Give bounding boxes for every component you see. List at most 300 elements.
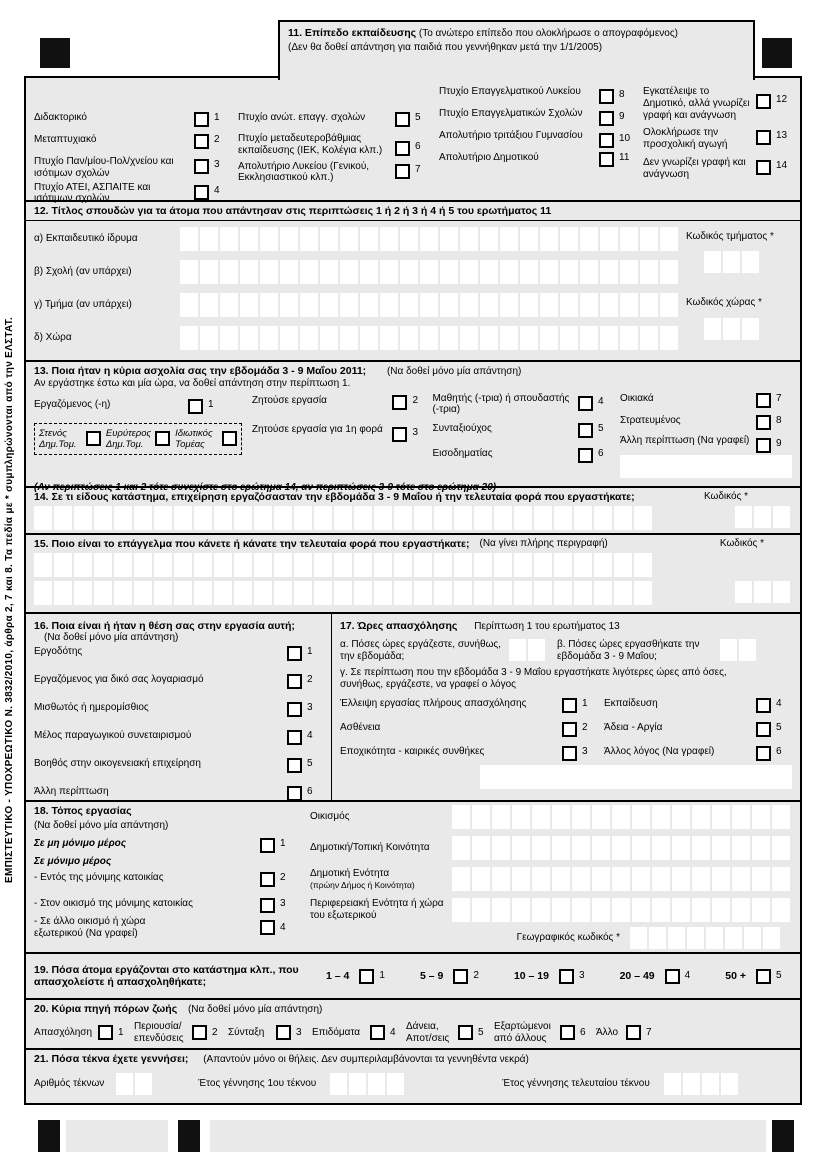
option-number: 1 [379,970,385,982]
q20-option-5 [406,1021,494,1045]
option-number: 2 [212,1026,218,1038]
checkbox[interactable] [599,152,614,167]
q21-last-child-year-boxes[interactable] [664,1073,740,1095]
option-number: 6 [776,745,782,757]
option-label: 20 – 49 [619,969,655,982]
option-label: Ζητούσε εργασία [251,394,327,406]
q17-title: 17. Ώρες απασχόλησης [340,620,458,632]
option-label: Μεταπτυχιακό [34,134,97,145]
q15-title-note: (Να γίνει πλήρης περιγραφή) [479,538,608,549]
bottom-grey-strip-right [210,1120,766,1152]
option-label: Πτυχίο Παν/μίου-Πολ/χνείου και ισότιμων σχολών [34,156,174,179]
checkbox[interactable] [86,431,101,446]
option-label: Περιουσία/ επενδύσεις [134,1020,184,1044]
option-number: 4 [598,395,604,407]
option-number: 5 [598,423,604,435]
option-label: Επιδόματα [312,1026,361,1038]
checkbox[interactable] [287,646,302,661]
option-label: Άλλος λόγος (Να γραφεί) [604,745,715,757]
checkbox[interactable] [370,1025,385,1040]
checkbox[interactable] [756,438,771,453]
option-label: - Εντός της μόνιμης κατοικίας [34,871,164,883]
option-number: 4 [390,1026,396,1038]
option-number: 4 [214,184,220,196]
q11-option-7 [238,161,431,185]
option-number: 3 [280,897,286,909]
option-label: Άδεια - Αργία [604,721,663,733]
section-18-place-of-work [26,800,800,952]
section-16-job-status [26,614,332,800]
section-13-main-occupation [26,360,800,493]
q19-option-1 [326,969,395,984]
checkbox[interactable] [395,141,410,156]
q13-option-2 [252,395,429,410]
option-number: 4 [307,730,313,742]
q11-option-8 [439,86,635,104]
q17-question-c: γ. Σε περίπτωση που την εβδομάδα 3 - 9 Μαΐου εργαστήκατε λιγότερες ώρες από όσες, συνήθως, εργάζεστε, να γραφεί ο λόγος [340,667,727,691]
q21-title: 21. Πόσα τέκνα έχετε γεννήσει; [34,1053,189,1065]
checkbox[interactable] [194,112,209,127]
checkbox[interactable] [756,160,771,175]
option-number: 13 [776,130,788,142]
q14-answer-input-boxes[interactable] [34,506,654,530]
option-label: Οικιακά [620,392,654,404]
q17-option-4 [598,698,792,713]
q20-option-7 [596,1025,662,1040]
q11-option-12 [643,86,792,121]
q11-title-note: (Το ανώτερο επίπεδο που ολοκλήρωσε ο απογραφόμενος) [418,28,678,39]
checkbox[interactable] [756,969,771,984]
option-number: 3 [578,970,585,982]
section-17-working-hours [332,614,800,800]
checkbox[interactable] [599,133,614,148]
q11-option-9 [439,108,635,126]
q12-row-label: β) Σχολή (αν υπάρχει) [34,266,132,278]
q20-title-note: (Να δοθεί μόνο μία απάντηση) [187,1004,323,1015]
option-label: Ζητούσε εργασία για 1η φορά [251,423,383,435]
q20-option-1 [34,1025,134,1040]
option-number: 2 [582,721,588,733]
q17-option-2 [340,722,598,737]
checkbox[interactable] [626,1025,641,1040]
checkbox[interactable] [756,393,771,408]
option-label: Μισθωτός ή ημερομίσθιος [34,702,149,714]
option-label: Εκπαίδευση [604,697,658,709]
q18-option-2 [34,872,296,887]
option-label: 1 – 4 [326,969,350,982]
option-label: Απασχόληση [34,1026,93,1038]
option-label: Ολοκλήρωσε την προσχολική αγωγή [643,127,728,151]
q16-option-4 [34,730,323,745]
option-label: Ιδιωτικός Τομέας [175,427,213,450]
q12-title: 12. Τίτλος σπουδών για τα άτομα που απάντησαν στις περιπτώσεις 1 ή 2 ή 3 ή 4 ή 5 του ερωτήματος 11 [26,202,800,221]
checkbox[interactable] [194,159,209,174]
q17-option-5 [598,722,792,737]
option-number: 3 [296,1026,302,1038]
checkbox[interactable] [359,969,374,984]
option-number: 8 [776,414,782,426]
q16-option-1 [34,646,323,661]
q18-geo-code-boxes[interactable] [630,927,782,949]
section-19-establishment-size [26,952,800,998]
option-number: 3 [307,702,313,714]
q13-option-1 [34,399,224,414]
checkbox[interactable] [192,1025,207,1040]
checkbox[interactable] [194,134,209,149]
option-number: 1 [214,112,220,123]
option-label: Απολυτήριο τριτάξιου Γυμνασίου [439,130,583,141]
q16-option-3 [34,702,323,717]
q21-first-child-year-label: Έτος γέννησης 1ου τέκνου [198,1077,317,1089]
checkbox[interactable] [287,786,302,801]
q13-option-4 [432,393,614,417]
q13-routing-note: (Αν περιπτώσεις 1 και 2 τότε συνεχίστε στο ερώτημα 14, αν περιπτώσεις 3-9 τότε στο ερώτημα 20) [34,481,497,493]
q19-option-2 [420,969,489,984]
q12-row-label: α) Εκπαιδευτικό ίδρυμα [34,233,138,245]
q18-field-label-regional-unit: Περιφερειακή Ενότητα ή χώρα του εξωτερικού [310,898,444,921]
q19-option-5 [725,969,792,984]
checkbox[interactable] [756,746,771,761]
q17-question-b: β. Πόσες ώρες εργασθήκατε την εβδομάδα 3 - 9 Μαΐου; [557,638,700,662]
option-label: Εργοδότης [34,646,83,658]
option-label: Ευρύτερος Δημ.Τομ. [105,427,152,450]
q15-code-boxes[interactable] [735,581,792,605]
q12-country-code-boxes[interactable] [704,318,792,340]
option-number: 1 [118,1026,124,1038]
section-11-education-level [26,78,800,205]
option-label: - Στον οικισμό της μόνιμης κατοικίας [34,897,193,909]
option-number: 12 [776,94,788,105]
q12-row-label: γ) Τμήμα (αν υπάρχει) [34,299,132,311]
option-number: 6 [580,1026,586,1038]
q20-option-3 [228,1025,312,1040]
q13-sector-narrow-public [39,428,101,450]
checkbox[interactable] [559,969,574,984]
option-number: 4 [684,970,691,982]
checkbox[interactable] [98,1025,113,1040]
option-number: 2 [307,674,313,686]
q14-title: 14. Σε τι είδους κατάστημα, επιχείρηση εργαζόσασταν την εβδομάδα 3 - 9 Μαΐου ή την τελευταία φορά που εργαστήκατε; [34,491,635,503]
checkbox[interactable] [756,722,771,737]
option-number: 5 [775,970,782,982]
checkbox[interactable] [665,969,680,984]
section-14-establishment-type [26,486,800,533]
q11-option-10 [439,130,635,148]
option-label: Πτυχίο ανώτ. επαγγ. σχολών [238,112,366,123]
q11-option-14 [643,157,792,181]
q13-other-writein-box[interactable] [620,455,792,478]
option-number: 11 [619,152,630,163]
q18-option-3 [34,898,296,913]
option-number: 7 [415,163,421,175]
q13-sector-wider-public [101,428,170,450]
q17-question-a: α. Πόσες ώρες εργάζεστε, συνήθως, την εβδομάδα; [340,638,502,662]
q18-field-label-municipal-unit: Δημοτική Ενότητα [310,868,390,880]
option-label: Σε μη μόνιμο μέρος [34,838,127,850]
option-label: Εισοδηματίας [432,448,493,460]
q11-option-6 [238,133,431,157]
section-15-occupation [26,533,800,612]
q14-code-boxes[interactable] [735,506,792,530]
q18-option-1 [34,838,296,853]
q12-dept-code-label: Κωδικός τμήματος * [686,231,774,243]
q21-first-child-year-boxes[interactable] [330,1073,406,1095]
q13-option-9 [620,435,792,453]
q12-row-label: δ) Χώρα [34,332,72,344]
option-number: 1 [582,697,588,709]
registration-mark-bottom-mid [178,1120,200,1152]
q19-option-3 [514,969,595,984]
q18-regional-unit-input-boxes[interactable] [452,898,792,922]
option-label: Εξαρτώμενοι από άλλους [494,1020,551,1044]
option-label: Ασθένεια [340,721,381,733]
q13-option-7 [620,393,792,408]
option-label: Εργαζόμενος για δικό σας λογαριασμό [34,674,204,686]
q12-school-input-boxes[interactable] [180,260,680,284]
option-label: Εγκατέλειψε το Δημοτικό, αλλά γνωρίζει γραφή και ανάγνωση [643,86,750,121]
option-label: Στενός Δημ.Τομ. [39,427,77,450]
checkbox[interactable] [287,702,302,717]
checkbox[interactable] [578,396,593,411]
q17-option-6 [598,746,792,761]
q18-field-sublabel-municipal-unit: (πρώην Δήμος ή Κοινότητα) [310,879,415,890]
checkbox[interactable] [392,395,407,410]
checkbox[interactable] [560,1025,575,1040]
census-form-body [24,76,802,1105]
option-label: Βοηθός στην οικογενειακή επιχείρηση [34,758,201,770]
checkbox[interactable] [578,423,593,438]
option-label: Μέλος παραγωγικού συνεταιρισμού [34,730,192,742]
q18-group-permanent-label: Σε μόνιμο μέρος [34,856,112,868]
option-number: 9 [619,111,625,122]
bottom-grey-strip-left [66,1120,168,1152]
checkbox[interactable] [395,164,410,179]
q11-option-1 [34,112,230,127]
option-number: 6 [415,141,421,152]
registration-mark-bottom-right [772,1120,794,1152]
q18-field-label-community: Δημοτική/Τοπική Κοινότητα [310,842,430,854]
checkbox[interactable] [453,969,468,984]
checkbox[interactable] [756,130,771,145]
option-label: Πτυχίο μεταδευτεροβάθμιας εκπαίδευσης (ΙΕΚ, Κολέγια κλπ.) [238,133,383,156]
option-label: 10 – 19 [513,969,549,982]
option-number: 6 [598,448,604,460]
q15-code-label: Κωδικός * [719,538,764,549]
option-number: 3 [412,426,419,438]
checkbox[interactable] [188,399,203,414]
q20-title: 20. Κύρια πηγή πόρων ζωής [34,1003,178,1015]
q16-subtitle: (Να δοθεί μόνο μία απάντηση) [44,632,179,644]
confidentiality-side-note: ΕΜΠΙΣΤΕΥΤΙΚΟ - ΥΠΟΧΡΕΩΤΙΚΟ Ν. 3832/2010, άρθρα 2, 7 και 8. Τα πεδία με * συμπληρώνονται από την ΕΛΣΤΑΤ. [4,316,16,884]
q12-institution-input-boxes[interactable] [180,227,680,251]
checkbox[interactable] [276,1025,291,1040]
checkbox[interactable] [578,448,593,463]
checkbox[interactable] [756,94,771,109]
option-number: 8 [619,89,625,100]
registration-mark-bottom-left [38,1120,60,1152]
option-number: 9 [776,437,782,449]
section-20-main-source-of-living [26,998,800,1048]
registration-mark-top-right [762,38,792,68]
q18-geo-code-label: Γεωγραφικός κωδικός * [516,932,620,944]
q11-subtitle: (Δεν θα δοθεί απάντηση για παιδιά που γεννήθηκαν μετά την 1/1/2005) [288,41,603,53]
section-16-17-container [26,612,800,800]
checkbox[interactable] [260,838,275,853]
q19-title: 19. Πόσα άτομα εργάζονται στο κατάστημα κλπ., που απασχολείστε ή απασχοληθήκατε; [34,963,299,988]
option-label: Σύνταξη [228,1026,265,1038]
option-label: Εργαζόμενος (-η) [34,398,111,410]
q21-children-count-boxes[interactable] [116,1073,154,1095]
option-label: Πτυχίο Επαγγελματικών Σχολών [439,108,583,119]
section-12-degree-title [26,200,800,360]
q17-title-note: Περίπτωση 1 του ερωτήματος 13 [474,621,620,632]
option-number: 2 [214,134,220,145]
option-label: Δάνεια, Αποτ/σεις [406,1020,450,1044]
option-number: 3 [214,159,220,170]
q18-field-label-settlement: Οικισμός [310,811,350,823]
q11-option-5 [238,112,431,127]
q21-title-note: (Απαντούν μόνο οι θήλεις. Δεν συμπεριλαμβάνονται τα γεννηθέντα νεκρά) [203,1054,529,1065]
registration-mark-top-left [40,38,70,68]
option-label: Διδακτορικό [34,112,87,123]
checkbox[interactable] [599,111,614,126]
q18-community-input-boxes[interactable] [452,836,792,860]
option-number: 14 [776,159,788,171]
q13-title: 13. Ποια ήταν η κύρια ασχολία σας την εβδομάδα 3 - 9 Μαΐου 2011; [34,365,367,377]
q19-option-4 [620,969,701,984]
q21-last-child-year-label: Έτος γέννησης τελευταίου τέκνου [502,1077,650,1089]
q11-option-13 [643,127,792,151]
q16-title: 16. Ποια είναι ή ήταν η θέση σας στην εργασία αυτή; [34,620,295,632]
checkbox[interactable] [155,431,170,446]
section-21-children-born [26,1048,800,1103]
q20-option-2 [134,1021,228,1045]
q18-municipal-unit-input-boxes[interactable] [452,867,792,891]
checkbox[interactable] [392,427,407,442]
q11-option-2 [34,134,230,149]
q16-option-5 [34,758,323,773]
q11-option-3 [34,156,230,180]
q18-title: 18. Τόπος εργασίας [34,805,132,817]
option-number: 4 [776,697,782,709]
option-label: Άλλη περίπτωση [34,786,109,798]
q14-code-label: Κωδικός * [704,491,749,502]
q13-sector-box [34,423,242,455]
q20-option-6 [494,1021,596,1045]
checkbox[interactable] [260,898,275,913]
q12-dept-code-boxes[interactable] [704,251,792,273]
option-label: Πτυχίο Επαγγελματικού Λυκείου [439,86,581,97]
q12-country-code-label: Κωδικός χώρας * [686,297,762,309]
option-number: 4 [280,921,286,933]
checkbox[interactable] [458,1025,473,1040]
option-label: 5 – 9 [419,969,444,982]
option-number: 1 [208,398,214,410]
q13-option-5 [432,423,614,438]
option-number: 5 [776,721,782,733]
q13-option-3 [252,424,429,442]
q11-title: 11. Επίπεδο εκπαίδευσης [288,27,417,39]
option-number: 10 [619,133,631,144]
option-number: 2 [473,970,479,982]
checkbox[interactable] [260,872,275,887]
option-number: 5 [415,112,421,123]
q17-other-reason-writein-box[interactable] [480,765,792,789]
q11-option-11 [439,152,635,167]
option-label: Δεν γνωρίζει γραφή και ανάγνωση [643,156,746,180]
checkbox[interactable] [756,698,771,713]
q18-option-4 [34,916,296,940]
option-label: - Σε άλλο οικισμό ή χώρα εξωτερικού (Να γραφεί) [34,915,146,939]
q12-department-input-boxes[interactable] [180,293,680,317]
q15-answer-input-boxes-row2[interactable] [34,581,654,605]
option-number: 6 [307,786,313,798]
checkbox[interactable] [287,730,302,745]
option-number: 7 [646,1026,652,1038]
option-number: 5 [478,1026,484,1038]
checkbox[interactable] [562,746,577,761]
q18-settlement-input-boxes[interactable] [452,805,792,829]
option-number: 1 [280,838,286,850]
option-label: Μαθητής (-τρια) ή σπουδαστής (-τρια) [432,392,570,416]
option-label: Στρατευμένος [620,414,681,426]
option-number: 3 [582,745,588,757]
q18-subtitle: (Να δοθεί μόνο μία απάντηση) [34,820,169,832]
option-label: Πτυχίο ΑΤΕΙ, ΑΣΠΑΙΤΕ και ισότιμων σχολών [34,181,151,205]
option-label: 50 + [725,969,746,982]
checkbox[interactable] [562,698,577,713]
checkbox[interactable] [260,920,275,935]
checkbox[interactable] [562,722,577,737]
q17-hours-week-boxes[interactable] [720,639,758,663]
q15-answer-input-boxes-row1[interactable] [34,553,654,577]
q13-option-8 [620,415,792,430]
checkbox[interactable] [287,674,302,689]
checkbox[interactable] [222,431,237,446]
checkbox[interactable] [395,112,410,127]
option-number: 1 [307,646,313,658]
q16-option-6 [34,786,323,801]
q13-title-note: (Να δοθεί μόνο μία απάντηση) [386,366,522,377]
q20-option-4 [312,1025,406,1040]
checkbox[interactable] [194,185,209,200]
q17-hours-usual-boxes[interactable] [509,639,547,663]
option-label: Άλλη περίπτωση (Να γραφεί) [620,434,750,446]
q21-children-count-label: Αριθμός τέκνων [34,1077,105,1089]
option-label: Συνταξιούχος [432,423,492,435]
q17-option-3 [340,746,598,761]
option-label: Άλλο [596,1026,619,1038]
option-label: Απολυτήριο Λυκείου (Γενικού, Εκκλησιαστικού κλπ.) [238,160,370,184]
checkbox[interactable] [756,415,771,430]
checkbox[interactable] [599,89,614,104]
q13-subtitle: Αν εργάστηκε έστω και μία ώρα, να δοθεί απάντηση στην περίπτωση 1. [34,377,351,389]
option-number: 2 [280,871,286,883]
option-label: Έλλειψη εργασίας πλήρους απασχόλησης [340,697,527,709]
option-number: 5 [307,758,313,770]
q13-option-6 [432,448,614,463]
checkbox[interactable] [287,758,302,773]
option-label: Απολυτήριο Δημοτικού [439,152,539,163]
q12-country-input-boxes[interactable] [180,326,680,350]
q17-option-1 [340,698,598,713]
q16-option-2 [34,674,323,689]
option-number: 7 [776,392,782,404]
q11-header-box [278,20,755,80]
q15-title: 15. Ποιο είναι το επάγγελμα που κάνετε ή κάνατε την τελευταία φορά που εργαστήκατε; [34,538,470,550]
q13-sector-private [170,428,237,450]
option-label: Εποχικότητα - καιρικές συνθήκες [340,745,485,757]
